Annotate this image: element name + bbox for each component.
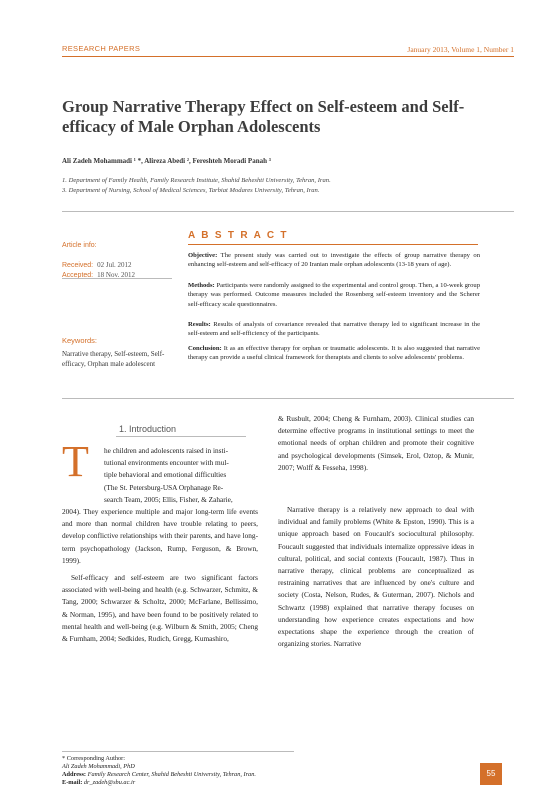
intro-line-2: tutional environments encounter with mul-: [104, 458, 229, 468]
corresponding-email: [62, 779, 135, 786]
address-text: Family Research Center, Shahid Beheshti University, Tehran, Iran.: [87, 771, 256, 778]
intro-left-p1: 2004). They experience multiple and major long-term life events and more than normal children have trouble relating to peers, develop conflictive relationships with their parents, and have long-term psychopathology (Jackson, Rump, Ferguson, & Brown, 1999).: [62, 507, 258, 565]
intro-right-p2: Narrative therapy is a relatively new approach to deal with individual and family problems (White & Epston, 1990). This is a unique approach based on Foucault's sociocultural philosophy. Foucault suggested that individuals internalize oppressive ideas in cultural, political, and social contexts (Foucault, 1987). Thus in narrative therapy, clinical problems are conceptualized as restraining narratives that are influenced by one's culture and society (Costa, Nelson, Rudes, & Guterman, 2007). Nichols and Schwartz (1998) explained that narrative therapy focuses on understanding how experience creates expectations and how expectations shape the experience through the creation of organizing stories. Narrative: [278, 505, 474, 649]
intro-line-3: tiple behavioral and emotional difficulties: [104, 470, 227, 480]
intro-line-1: he children and adolescents raised in insti-: [104, 446, 229, 455]
section-tag: RESEARCH PAPERS: [62, 44, 144, 53]
objective-label: Objective:: [188, 252, 218, 259]
author-list: Ali Zadeh Mohammadi ¹ *, Alireza Abedi ², Fereshteh Moradi Panah ³: [62, 157, 271, 165]
accepted-row: [62, 264, 135, 282]
methods-text: Participants were randomly assigned to the experimental and control group. Then, a 10-week group therapy was performed. Outcome measures included the Rosenberg self-esteem inventory and the Scherer self-efficacy scale questionnaires.: [188, 282, 480, 308]
intro-drop-lines: [104, 445, 258, 506]
keywords-text: Narrative therapy, Self-esteem, Self-efficacy, Orphan male adolescent: [62, 350, 165, 368]
corresponding-label: * Corresponding Author:: [62, 755, 125, 762]
email-text: dr_zadeh@sbu.ac.ir: [83, 779, 136, 786]
conclusion-label: Conclusion:: [188, 345, 222, 352]
footnote-rule: [62, 751, 294, 752]
intro-line-5: search Team, 2005; Ellis, Fisher, & Zaharie,: [104, 494, 233, 504]
received-label: Received:: [62, 262, 94, 269]
affiliation-2: 3. Department of Nursing, School of Medical Sciences, Tarbiat Modares University, Tehran, Iran.: [62, 187, 320, 194]
intro-left-p2: Self-efficacy and self-esteem are two significant factors associated with well-being and health (e.g. Schwarzer, Schmitz, & Tang, 2000; Schwarzer & Scholtz, 2000; McFarlane, Bellissimo, & Norman, 1995), and have been found to be positively related to mental health and well-being (e.g. Wilburn & Smith, 2005; Cheng & Furnham, 2004; Sedkides, Rudich, Gregg, Kumashiro,: [62, 573, 258, 644]
email-label: E-mail:: [62, 779, 83, 786]
accepted-label: Accepted:: [62, 272, 94, 279]
article-info-label: Article info:: [62, 242, 97, 249]
abstract-conclusion: [188, 344, 480, 363]
dropcap: T: [62, 437, 89, 486]
received-date: 02 Jul. 2012: [97, 261, 132, 269]
divider-top: [62, 211, 514, 212]
abstract-heading: A B S T R A C T: [188, 230, 289, 241]
address-label: Address:: [62, 771, 87, 778]
page-number: 55: [480, 763, 502, 785]
conclusion-text: It as an effective therapy for orphan or traumatic adolescents. It is also suggested that narrative therapy can provide a useful clinical framework for therapists and clients to solve adolescents' problems.: [188, 345, 481, 362]
keywords-label: Keywords:: [62, 336, 98, 345]
methods-label: Methods:: [188, 282, 215, 289]
objective-text: The present study was carried out to investigate the effects of group narrative therapy on enhancing self-esteem and self-efficacy of 20 Iranian male orphan adolescents (13-18 years of age).: [188, 252, 480, 269]
accepted-date: 18 Nov. 2012: [97, 271, 135, 279]
section-title: 1. Introduction: [119, 424, 177, 434]
affiliation-1: 1. Department of Family Health, Family Research Institute, Shahid Beheshti University, Tehran, Iran.: [62, 177, 331, 184]
section-rule: [116, 436, 246, 437]
abstract-objective: [188, 251, 480, 270]
results-label: Results:: [188, 321, 211, 328]
article-title: Group Narrative Therapy Effect on Self-esteem and Self-efficacy of Male Orphan Adolescents: [62, 97, 465, 136]
divider-mid: [62, 398, 514, 399]
abstract-rule: [188, 244, 478, 245]
divider-info: [62, 278, 172, 279]
abstract-results: [188, 320, 480, 339]
results-text: Results of analysis of covariance revealed that narrative therapy led to significant increase in the self-esteem and self-efficiency of the participants.: [188, 321, 480, 338]
intro-line-4: (The St. Petersburg-USA Orphanage Re-: [104, 482, 224, 492]
header-rule: [62, 56, 514, 57]
intro-right-p1: & Rusbult, 2004; Cheng & Furnham, 2003). Clinical studies can determine effective programs in institutional settings to meet the emotional needs of orphan children and promote their cognitive and psychological developments (Simsek, Erol, Oztop, & Munir, 2007; Wolff & Fesseha, 1998).: [278, 414, 474, 472]
corresponding-name: Ali Zadeh Mohammadi, PhD: [62, 763, 135, 770]
abstract-methods: [188, 281, 480, 309]
issue-info: January 2013, Volume 1, Number 1: [407, 45, 514, 54]
